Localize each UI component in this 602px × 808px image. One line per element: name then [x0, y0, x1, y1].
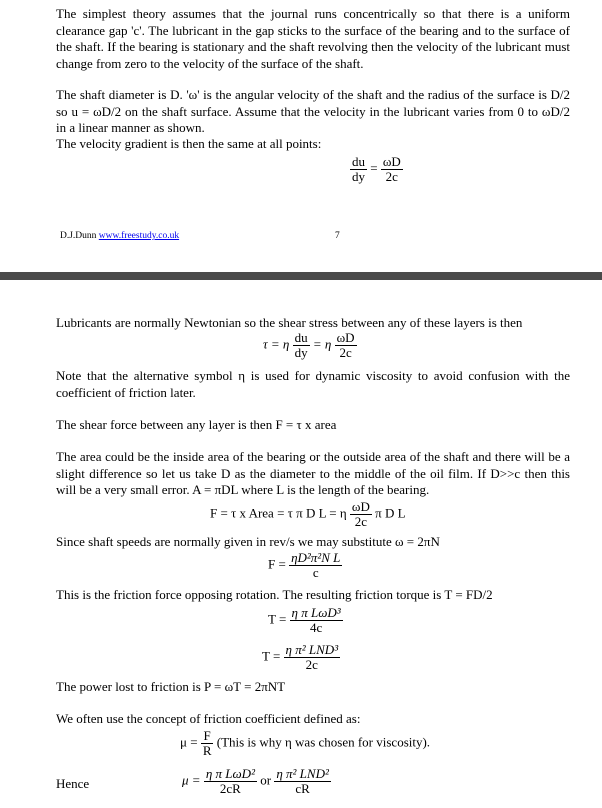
paragraph-area: The area could be the inside area of the bearing or the outside area of the shaft and there will be a slight difference so let us take D as the diameter to the middle of the oil film. If D>>c then this will be a very small error. A = πDL where L is the length of the bearing. [56, 449, 570, 497]
force-rhs: π D L [375, 505, 406, 521]
paragraph-friction-coefficient: We often use the concept of friction coefficient defined as: [56, 711, 361, 726]
numerator: ωD [351, 499, 370, 514]
denominator: dy [294, 345, 308, 360]
paragraph-rev-per-second: Since shaft speeds are normally given in rev/s we may substitute ω = 2πN [56, 534, 440, 549]
equation-mu-definition [180, 729, 430, 758]
footer [60, 231, 179, 241]
paragraph-symbol-note: Note that the alternative symbol η is used for dynamic viscosity to avoid confusion with the coefficient of friction later. [56, 368, 570, 400]
fraction-f-r [201, 729, 214, 758]
equation-force-N [268, 551, 342, 580]
equation-velocity-gradient [350, 155, 403, 184]
torque-lhs: T = [268, 611, 287, 627]
page-number: 7 [335, 231, 340, 241]
denominator: cR [295, 781, 310, 796]
denominator: 2cR [219, 781, 241, 796]
fraction-du-dy [350, 155, 367, 184]
equation-friction-force [210, 500, 406, 529]
torque-lhs: T = [262, 648, 281, 664]
numerator: η π² LND² [276, 766, 329, 781]
equation-torque-omega [268, 606, 343, 635]
paragraph-concentric-theory: The simplest theory assumes that the journal runs concentrically so that there is a uniform clearance gap 'c'. The lubricant in the gap sticks to the surface of the bearing and to the surface of the shaft. If the bearing is stationary and the shaft revolving then the velocity of the lubricant must change from zero to the velocity of the surface of the shaft. [56, 6, 570, 71]
denominator: 2c [354, 514, 368, 529]
mu-lhs: μ = [180, 734, 198, 750]
numerator: F [201, 729, 214, 744]
denominator: dy [352, 169, 365, 184]
mu-lhs: μ = [182, 772, 201, 788]
force-n-lhs: F = [268, 556, 286, 572]
numerator: du [294, 330, 308, 345]
fraction-force-n [289, 551, 342, 580]
denominator: 2c [385, 169, 398, 184]
equation-shear-stress [263, 331, 357, 360]
denominator: 2c [305, 657, 318, 672]
page-8 [0, 280, 602, 808]
paragraph-newtonian: Lubricants are normally Newtonian so the shear stress between any of these layers is then [56, 315, 523, 330]
denominator: 2c [339, 345, 352, 360]
fraction-omega-d-2c [381, 155, 403, 184]
numerator: ωD [336, 330, 355, 345]
shear-mid: = η [312, 336, 332, 352]
fraction-omega-d-2c [350, 500, 372, 529]
fraction-omega-d-2c [335, 331, 357, 360]
denominator: R [202, 743, 212, 758]
paragraph-shear-force: The shear force between any layer is then F = τ x area [56, 417, 337, 432]
footer-link[interactable]: www.freestudy.co.uk [98, 231, 180, 241]
page-7 [0, 0, 602, 272]
mu-note: (This is why η was chosen for viscosity). [216, 734, 431, 750]
equation-torque-N [262, 643, 340, 672]
numerator: η π² LND³ [285, 642, 339, 657]
fraction-du-dy [293, 331, 310, 360]
numerator: ωD [382, 154, 401, 169]
paragraph-shaft-diameter: The shaft diameter is D. 'ω' is the angular velocity of the shaft and the radius of the surface is D/2 so u = ωD/2 on the shaft surface. Assume that the velocity in the lubricant varies from 0 to ωD/2 in a linear manner as shown. [56, 87, 570, 135]
numerator: η π LωD² [205, 766, 255, 781]
equals-sign: = [370, 160, 378, 176]
label-hence: Hence [56, 776, 90, 791]
shear-lhs: τ = η [263, 336, 290, 352]
equation-mu [182, 767, 331, 796]
paragraph-velocity-gradient: The velocity gradient is then the same at all points: [56, 136, 322, 151]
fraction-mu-omega [204, 767, 257, 796]
fraction-mu-n [274, 767, 331, 796]
denominator: c [312, 565, 319, 580]
fraction-torque-omega [290, 606, 343, 635]
fraction-torque-n [284, 643, 341, 672]
force-lhs: F = τ x Area = τ π D L = η [210, 505, 347, 521]
paragraph-power-lost: The power lost to friction is P = ωT = 2πNT [56, 679, 286, 694]
paragraph-friction-torque: This is the friction force opposing rotation. The resulting friction torque is T = FD/2 [56, 587, 493, 602]
page-separator [0, 272, 602, 280]
denominator: 4c [309, 620, 323, 635]
numerator: du [352, 154, 365, 169]
or-word: or [260, 772, 272, 788]
numerator: ηD²π²N L [291, 550, 341, 565]
numerator: η π LωD³ [291, 605, 341, 620]
footer-author: D.J.Dunn [60, 231, 97, 241]
